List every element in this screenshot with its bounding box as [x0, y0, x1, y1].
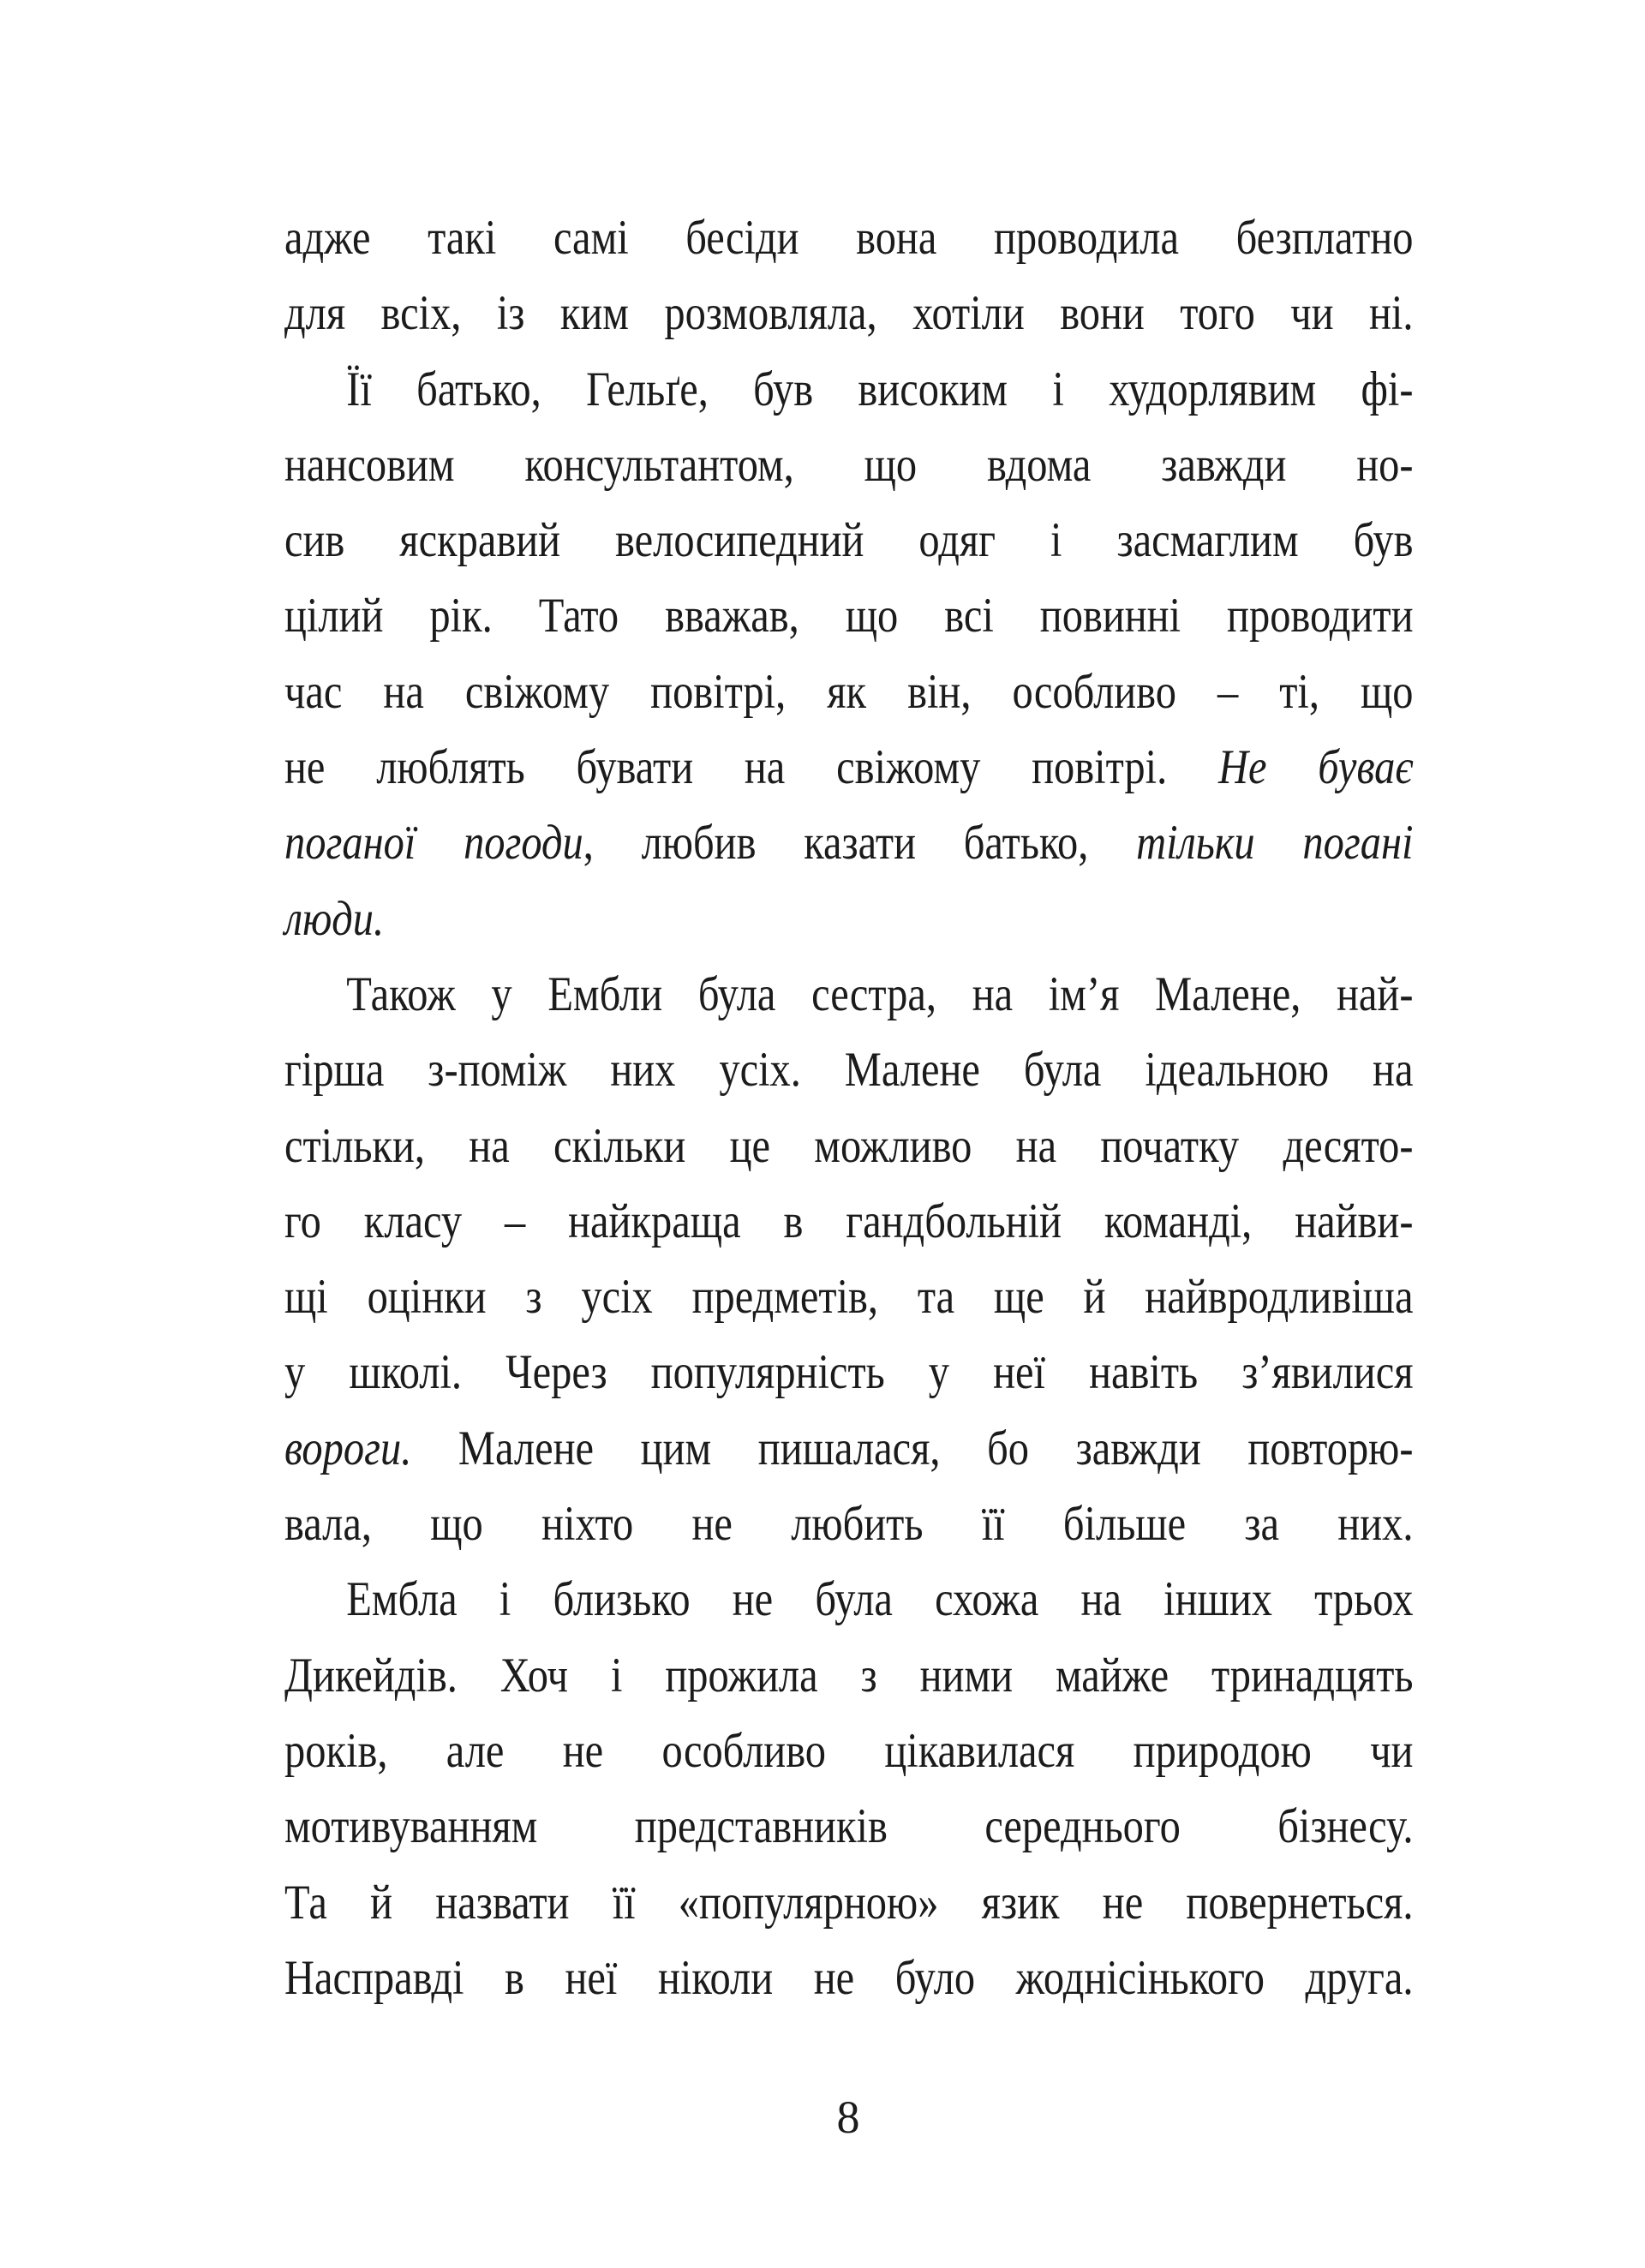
text-segment: Насправді в неї ніколи не було жоднісінького друга.: [284, 1950, 1414, 2005]
text-segment: нансовим консультантом, що вдома завжди но-: [284, 437, 1414, 492]
text-line: [284, 1487, 1414, 1562]
text-line: [284, 1562, 1414, 1637]
text-segment: Та й назвати її «популярною» язик не повернеться.: [284, 1875, 1414, 1930]
text-segment: Малене цим пишалася, бо завжди повторю-: [411, 1421, 1414, 1475]
text-segment: Її батько, Гельґе, був високим і худорлявим фі-: [346, 362, 1414, 416]
text-segment: мотивуванням представників середнього бізнесу.: [284, 1799, 1414, 1854]
text-segment: сив яскравий велосипедний одяг і засмаглим був: [284, 513, 1414, 568]
text-line: [284, 805, 1414, 881]
text-line: [284, 957, 1414, 1032]
text-segment: стільки, на скільки це можливо на початку десято-: [284, 1118, 1414, 1173]
text-segment: щі оцінки з усіх предметів, та ще й найвродливіша: [284, 1270, 1414, 1325]
text-line: [284, 1032, 1414, 1108]
text-segment: не люблять бувати на свіжому повітрі.: [284, 740, 1218, 795]
text-line: [284, 428, 1414, 503]
text-line: [284, 276, 1414, 351]
text-line: [284, 200, 1414, 276]
text-line: [284, 352, 1414, 428]
italic-text: Не буває: [1217, 740, 1414, 795]
text-line: [284, 1109, 1414, 1184]
text-line: [284, 503, 1414, 578]
text-segment: Також у Ембли була сестра, на ім’я Малене, най-: [346, 966, 1414, 1021]
text-line: [284, 578, 1414, 654]
text-segment: Дикейдів. Хоч і прожила з ними майже тринадцять: [284, 1648, 1414, 1702]
text-line: [284, 1941, 1414, 2016]
text-segment: адже такі самі бесіди вона проводила безплатно: [284, 211, 1414, 265]
text-segment: час на свіжому повітрі, як він, особливо – ті, що: [284, 664, 1414, 719]
italic-text: тільки погані: [1136, 816, 1414, 871]
text-segment: , любив казати батько,: [583, 816, 1137, 871]
text-line: [284, 1638, 1414, 1714]
text-line: [284, 1714, 1414, 1789]
text-line: [284, 882, 1414, 957]
text-segment: гірша з-поміж них усіх. Малене була ідеальною на: [284, 1043, 1414, 1098]
text-line: [284, 1335, 1414, 1410]
text-line: [284, 1865, 1414, 1941]
text-segment: цілий рік. Тато вважав, що всі повинні проводити: [284, 589, 1414, 643]
page-number: 8: [836, 2091, 860, 2143]
text-line: [284, 655, 1414, 730]
text-segment: у школі. Через популярність у неї навіть з’явилися: [284, 1345, 1414, 1400]
text-segment: для всіх, із ким розмовляла, хотіли вони того чи ні.: [284, 286, 1414, 341]
text-segment: років, але не особливо цікавилася природою чи: [284, 1723, 1414, 1778]
body-text: [284, 200, 1414, 2016]
text-line: [284, 730, 1414, 805]
text-line: [284, 1184, 1414, 1260]
italic-text: поганої погоди: [284, 816, 583, 871]
text-line: [284, 1789, 1414, 1864]
text-segment: вала, що ніхто не любить її більше за них.: [284, 1497, 1414, 1552]
text-segment: го класу – найкраща в гандбольній команді, найви-: [284, 1194, 1414, 1248]
italic-text: вороги.: [284, 1421, 412, 1475]
text-segment: Ембла і близько не була схожа на інших трьох: [346, 1572, 1414, 1627]
italic-text: люди.: [284, 891, 385, 946]
text-line: [284, 1411, 1414, 1487]
text-line: [284, 1260, 1414, 1335]
